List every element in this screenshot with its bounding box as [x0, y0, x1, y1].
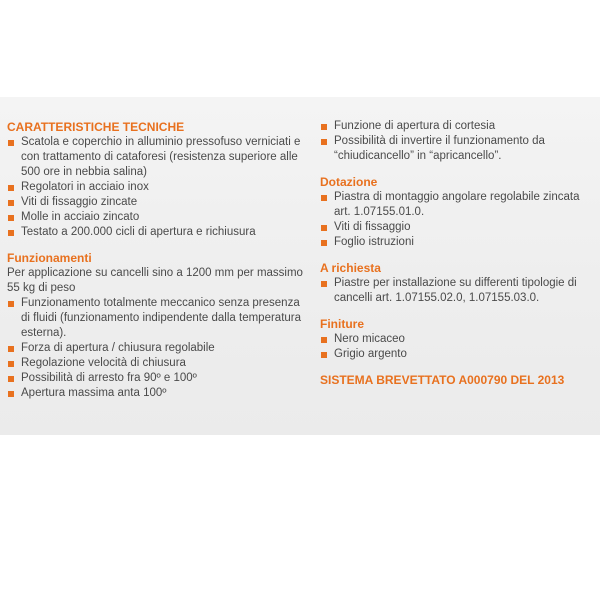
left-column — [7, 120, 309, 401]
patent-note: SISTEMA BREVETTATO A000790 DEL 2013 — [320, 373, 565, 387]
richiesta-list — [320, 276, 595, 306]
finiture-heading: Finiture — [320, 317, 364, 331]
tech-list — [7, 135, 309, 240]
list-item: Funzione di apertura di cortesia — [320, 119, 595, 134]
list-item: Foglio istruzioni — [320, 235, 595, 250]
list-item: Scatola e coperchio in alluminio pressofuso verniciati e con trattamento di cataforesi (resistenza superiore alle 500 ore in nebbia salina) — [7, 135, 309, 180]
list-item: Piastra di montaggio angolare regolabile zincata art. 1.07155.01.0. — [320, 190, 595, 220]
list-item: Piastre per installazione su differenti tipologie di cancelli art. 1.07155.02.0, 1.07155.03.0. — [320, 276, 595, 306]
func-intro: Per applicazione su cancelli sino a 1200 mm per massimo 55 kg di peso — [7, 267, 303, 294]
list-item: Viti di fissaggio zincate — [7, 195, 309, 210]
list-item: Apertura massima anta 100º — [7, 386, 309, 401]
finiture-list — [320, 332, 595, 362]
list-item: Viti di fissaggio — [320, 220, 595, 235]
list-item: Funzionamento totalmente meccanico senza presenza di fluidi (funzionamento indipendente dalla temperatura esterna). — [7, 296, 309, 341]
list-item: Regolatori in acciaio inox — [7, 180, 309, 195]
func-list — [7, 296, 309, 401]
list-item: Possibilità di invertire il funzionamento da “chiudicancello” in “apricancello”. — [320, 134, 595, 164]
list-item: Possibilità di arresto fra 90º e 100º — [7, 371, 309, 386]
func-heading: Funzionamenti — [7, 251, 92, 265]
tech-heading: CARATTERISTICHE TECNICHE — [7, 120, 185, 134]
dotazione-heading: Dotazione — [320, 175, 378, 189]
list-item: Grigio argento — [320, 347, 595, 362]
features-list — [320, 119, 595, 164]
list-item: Nero micaceo — [320, 332, 595, 347]
list-item: Regolazione velocità di chiusura — [7, 356, 309, 371]
list-item: Forza di apertura / chiusura regolabile — [7, 341, 309, 356]
richiesta-heading: A richiesta — [320, 261, 381, 275]
right-column — [320, 119, 595, 388]
dotazione-list — [320, 190, 595, 250]
list-item: Testato a 200.000 cicli di apertura e richiusura — [7, 225, 309, 240]
list-item: Molle in acciaio zincato — [7, 210, 309, 225]
